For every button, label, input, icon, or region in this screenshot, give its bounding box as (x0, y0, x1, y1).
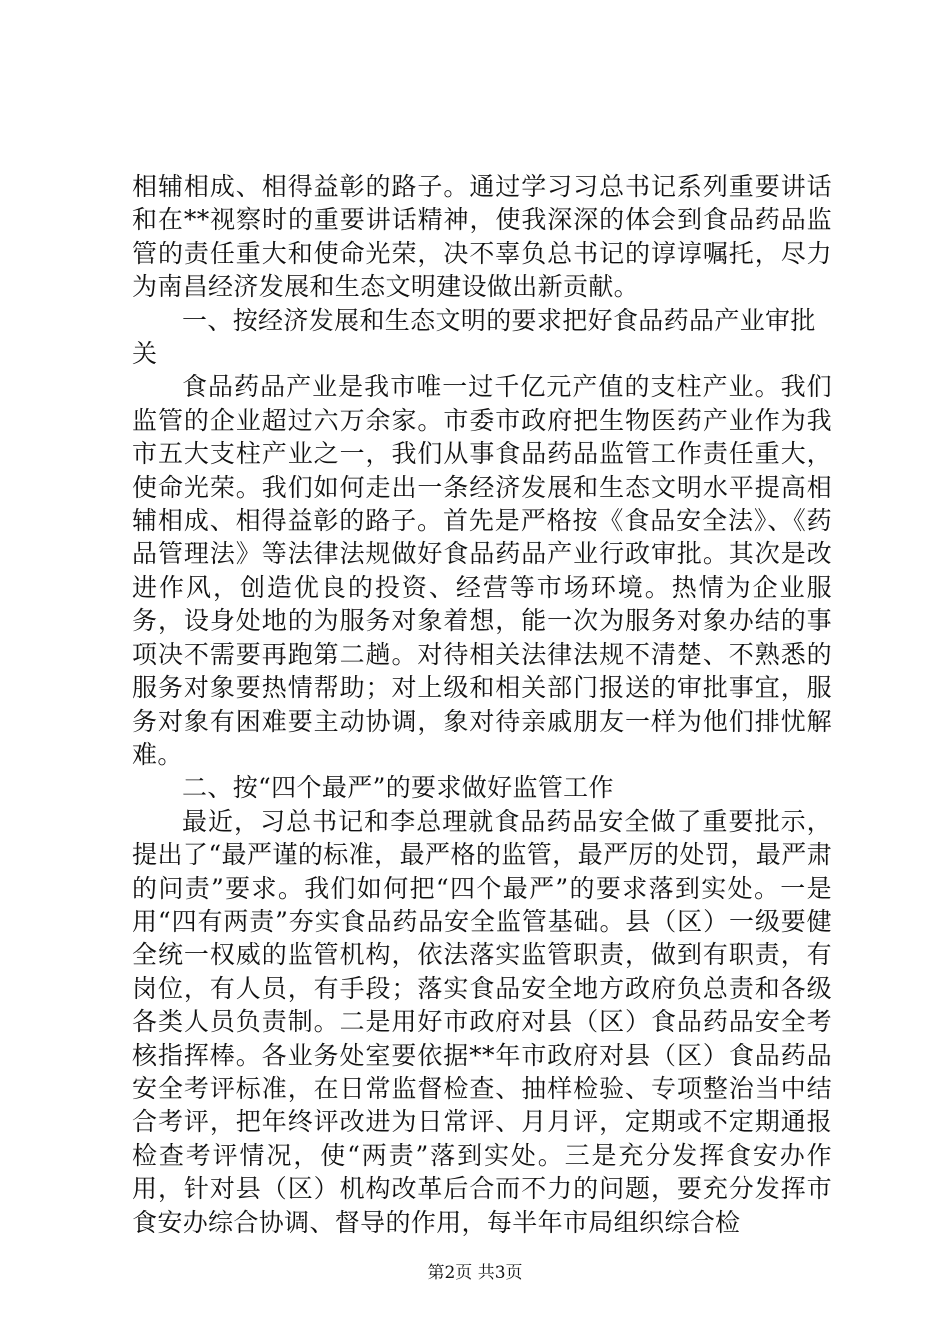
paragraph-section-1: 食品药品产业是我市唯一过千亿元产值的支柱产业。我们监管的企业超过六万余家。市委市政府把生物医药产业作为我市五大支柱产业之一，我们从事食品药品监管工作责任重大，使命光荣。我们如何走出一条经济发展和生态文明水平提高相辅相成、相得益彰的路子。首先是严格按《食品安全法》、《药品管理法》等法律法规做好食品药品产业行政审批。其次是改进作风，创造优良的投资、经营等市场环境。热情为企业服务，设身处地的为服务对象着想，能一次为服务对象办结的事项决不需要再跑第二趟。对待相关法律法规不清楚、不熟悉的服务对象要热情帮助；对上级和相关部门报送的审批事宜，服务对象有困难要主动协调，象对待亲戚朋友一样为他们排忧解难。 (132, 372, 832, 769)
document-body (132, 170, 832, 1239)
section-heading-1: 一、按经济发展和生态文明的要求把好食品药品产业审批关 (132, 305, 816, 369)
section-heading-2: 二、按“四个最严”的要求做好监管工作 (182, 773, 614, 803)
page-number-footer: 第2页 共3页 (427, 1263, 523, 1283)
paragraph-section-2: 最近，习总书记和李总理就食品药品安全做了重要批示，提出了“最严谨的标准，最严格的监管，最严厉的处罚，最严肃的问责”要求。我们如何把“四个最严”的要求落到实处。一是用“四有两责”夯实食品药品安全监管基础。县（区）一级要健全统一权威的监管机构，依法落实监管职责，做到有职责，有岗位，有人员，有手段；落实食品安全地方政府负总责和各级各类人员负责制。二是用好市政府对县（区）食品药品安全考核指挥棒。各业务处室要依据**年市政府对县（区）食品药品安全考评标准，在日常监督检查、抽样检验、专项整治当中结合考评，把年终评改进为日常评、月月评，定期或不定期通报检查考评情况，使“两责”落到实处。三是充分发挥食安办作用，针对县（区）机构改革后合而不力的问题，要充分发挥市食安办综合协调、督导的作用，每半年市局组织综合检 (132, 806, 832, 1237)
paragraph-intro-continuation: 相辅相成、相得益彰的路子。通过学习习总书记系列重要讲话和在**视察时的重要讲话精神，使我深深的体会到食品药品监管的责任重大和使命光荣，决不辜负总书记的谆谆嘱托，尽力为南昌经济发展和生态文明建设做出新贡献。 (132, 172, 832, 302)
